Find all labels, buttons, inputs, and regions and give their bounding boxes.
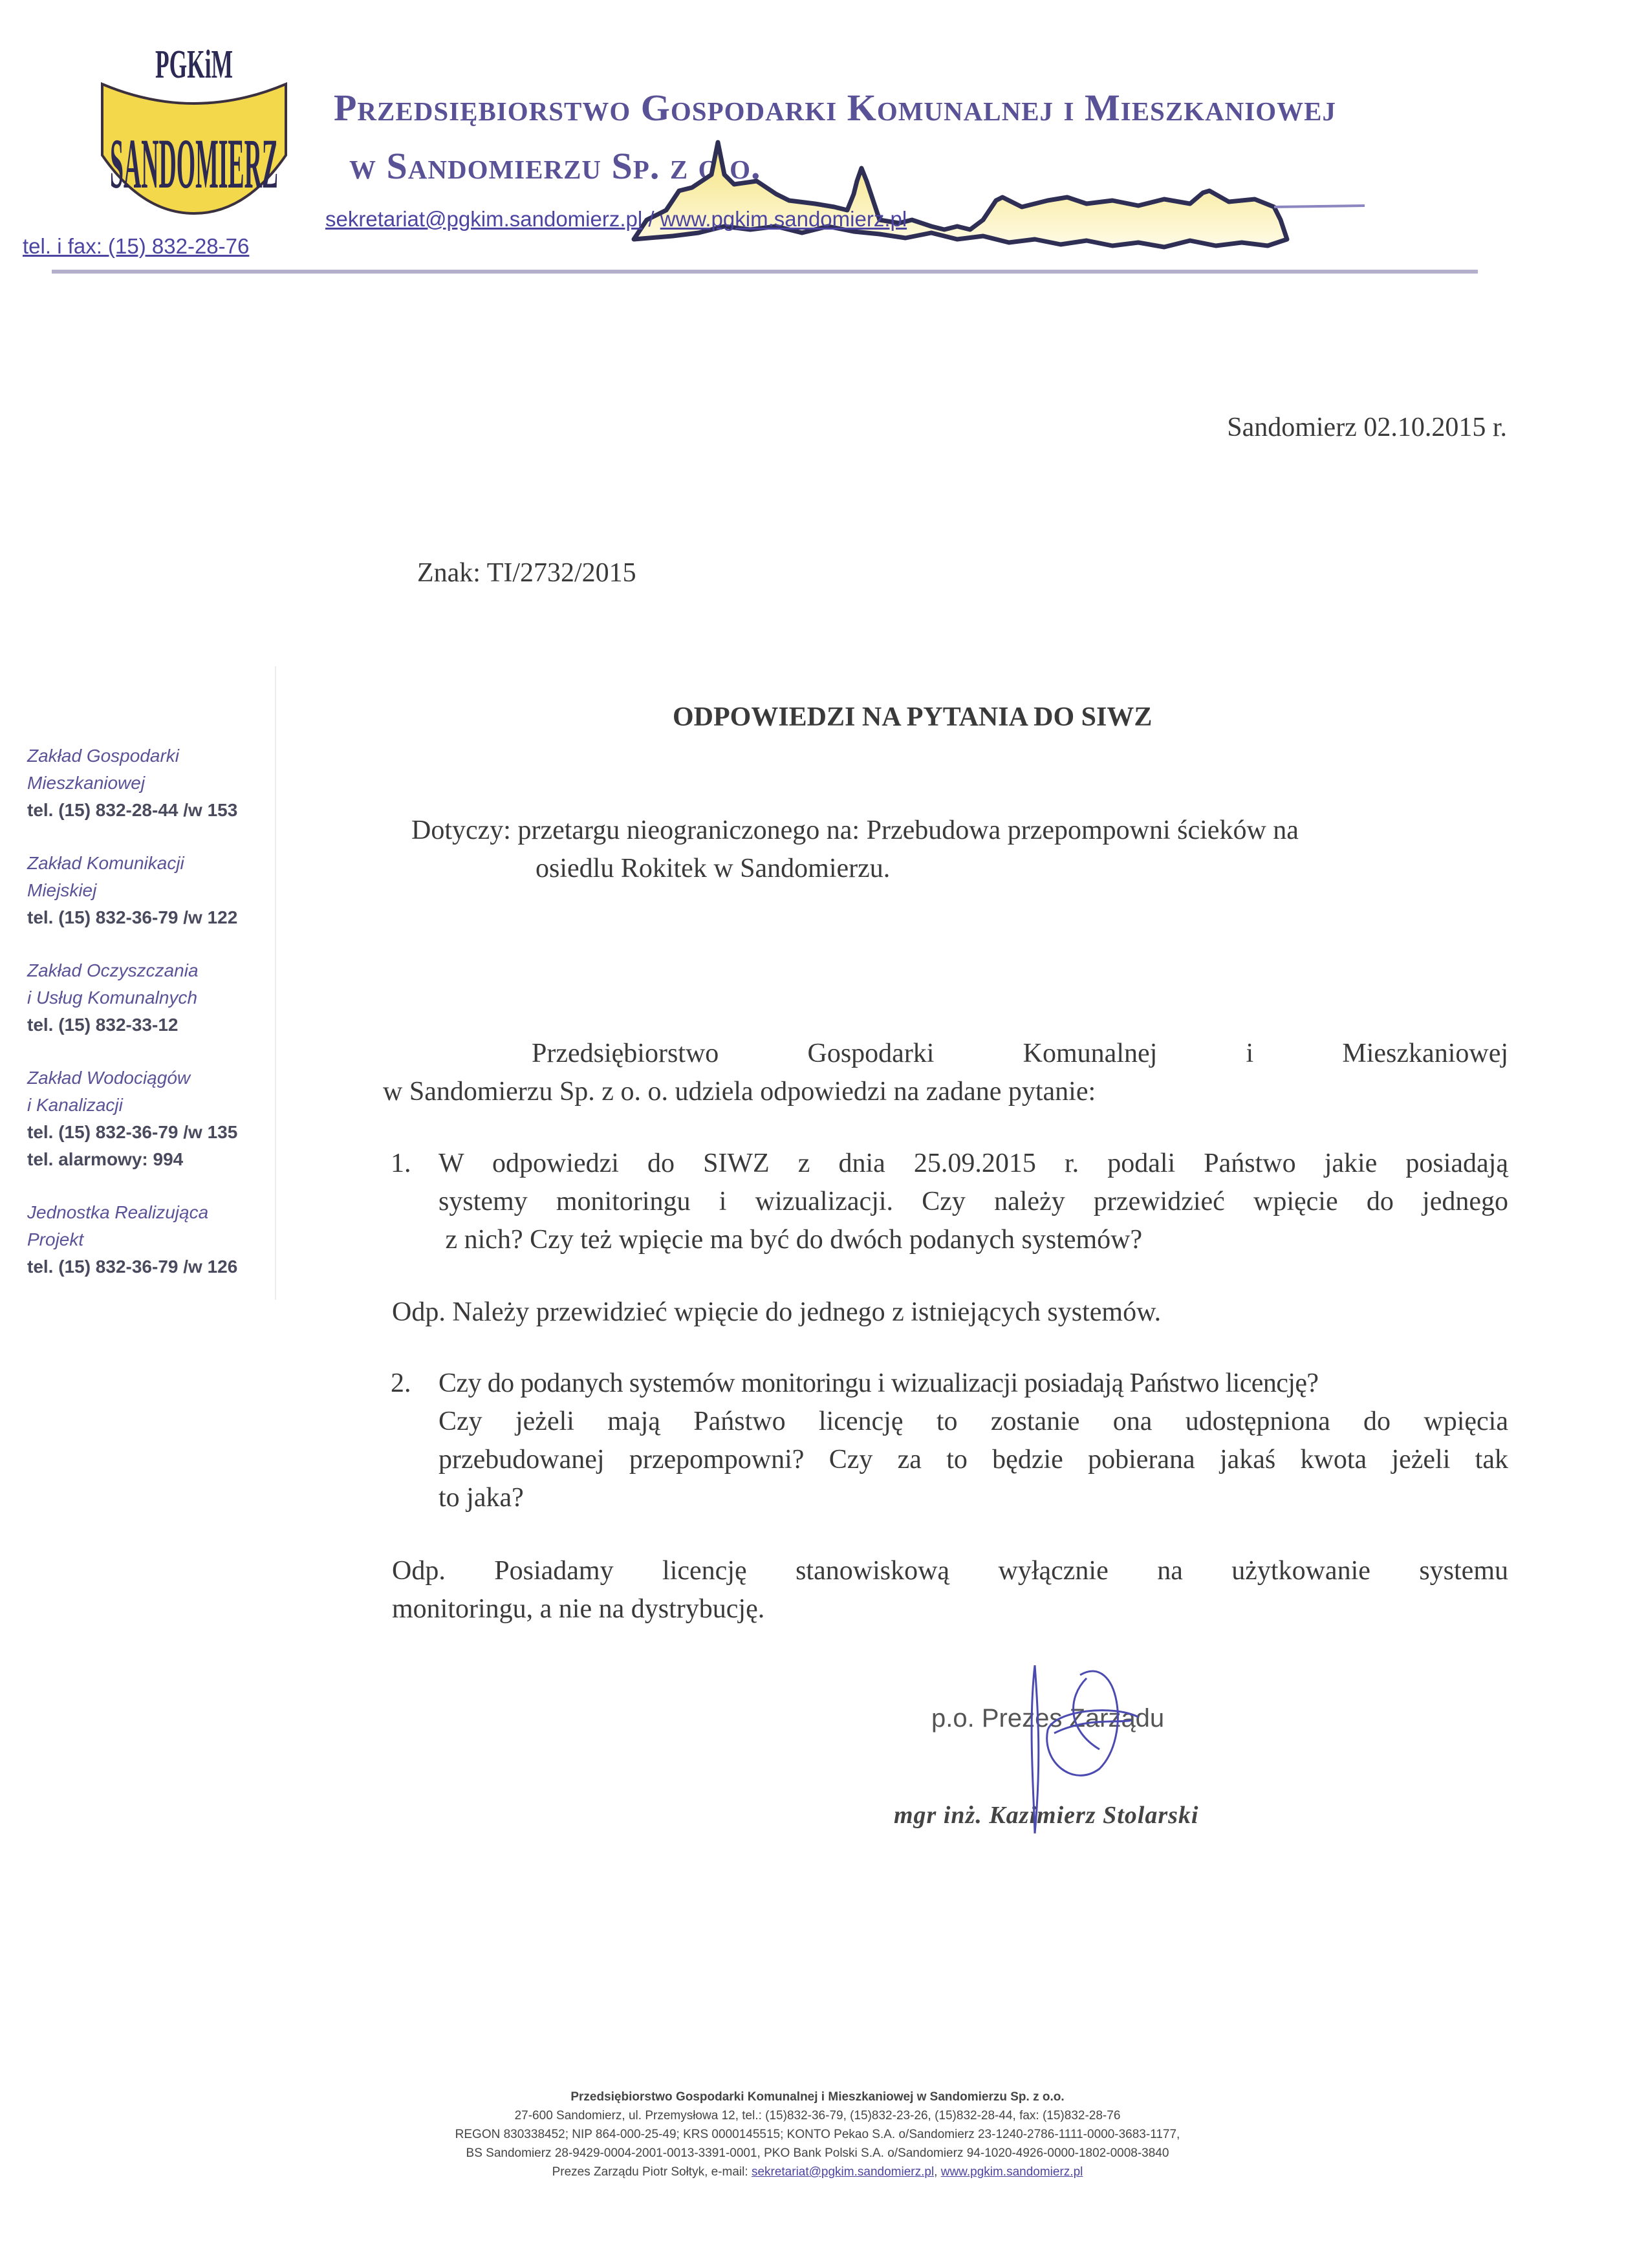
footer — [323, 2088, 1312, 2181]
department-phone: tel. (15) 832-33-12 — [27, 1015, 179, 1035]
department-name: Jednostka Realizująca — [27, 1202, 209, 1222]
link-separator: / — [642, 207, 660, 231]
question-line: Czy do podanych systemów monitoringu i wizualizacji posiadają Państwo licencję? — [439, 1368, 1319, 1398]
signatory-name: mgr inż. Kazimierz Stolarski — [894, 1802, 1199, 1829]
department-item — [27, 1199, 266, 1280]
department-item — [27, 850, 266, 931]
header-contact-links — [325, 207, 907, 232]
department-alarm-phone: tel. alarmowy: 994 — [27, 1149, 184, 1169]
footer-address: 27-600 Sandomierz, ul. Przemysłowa 12, tel.: (15)832-36-79, (15)832-23-26, (15)832-28-44, fax: (15)832-28-76 — [514, 2109, 1121, 2122]
department-name: i Kanalizacji — [27, 1095, 123, 1115]
footer-email-link[interactable]: sekretariat@pgkim.sandomierz.pl — [751, 2165, 935, 2179]
question-line: to jaka? — [439, 1483, 524, 1513]
footer-contact — [323, 2163, 1312, 2181]
question-line: Czy jeżeli mają Państwo licencję to zostanie ona udostępniona do wpięcia — [439, 1407, 1508, 1436]
question-1 — [391, 1145, 1508, 1259]
intro-line: w Sandomierzu Sp. z o. o. udziela odpowiedzi na zadane pytanie: — [383, 1077, 1096, 1107]
department-name: Zakład Gospodarki — [27, 746, 180, 766]
header-tel-fax: tel. i fax: (15) 832-28-76 — [23, 234, 250, 258]
question-line: przebudowanej przepompowni? Czy za to będzie pobierana jakaś kwota jeżeli tak — [439, 1445, 1508, 1474]
header-divider — [52, 270, 1478, 274]
signatory-title: p.o. Prezes Zarządu — [931, 1704, 1165, 1733]
footer-website-link[interactable]: www.pgkim.sandomierz.pl — [940, 2165, 1083, 2179]
pgkim-logo — [91, 26, 298, 220]
question-line: W odpowiedzi do SIWZ z dnia 25.09.2015 r. podali Państwo jakie posiadają — [439, 1149, 1508, 1178]
question-number: 1. — [391, 1149, 411, 1178]
header-website-link[interactable]: www.pgkim.sandomierz.pl — [660, 207, 907, 231]
department-phone: tel. (15) 832-36-79 /w 135 — [27, 1122, 238, 1142]
footer-bank: BS Sandomierz 28-9429-0004-2001-0013-3391-0001, PKO Bank Polski S.A. o/Sandomierz 94-1020-4926-0000-1802-0008-3840 — [466, 2146, 1169, 2160]
reference-number: Znak: TI/2732/2015 — [417, 558, 636, 588]
answer-line: monitoringu, a nie na dystrybucję. — [392, 1594, 765, 1624]
intro-paragraph — [383, 1035, 1508, 1111]
footer-registry: REGON 830338452; NIP 864-000-25-49; KRS 0000145515; KONTO Pekao S.A. o/Sandomierz 23-1240-2786-1111-0000-3683-1177, — [455, 2128, 1180, 2141]
footer-president: Prezes Zarządu Piotr Sołtyk, e-mail: — [552, 2165, 752, 2179]
department-item — [27, 742, 266, 824]
intro-line: Przedsiębiorstwo Gospodarki Komunalnej i Mieszkaniowej — [532, 1039, 1508, 1068]
question-2 — [391, 1365, 1508, 1517]
department-phone: tel. (15) 832-36-79 /w 122 — [27, 907, 238, 927]
logo-text-shield: SANDOMIERZ — [110, 124, 278, 203]
department-item — [27, 957, 266, 1039]
header-email-link[interactable]: sekretariat@pgkim.sandomierz.pl — [325, 207, 643, 231]
footer-company: Przedsiębiorstwo Gospodarki Komunalnej i Mieszkaniowej w Sandomierzu Sp. z o.o. — [570, 2090, 1065, 2104]
subject-line: osiedlu Rokitek w Sandomierzu. — [536, 854, 891, 883]
department-name: Miejskiej — [27, 880, 97, 900]
sidebar-divider — [275, 666, 276, 1300]
letter-date: Sandomierz 02.10.2015 r. — [1227, 413, 1507, 442]
department-name: i Usług Komunalnych — [27, 988, 198, 1008]
question-line: systemy monitoringu i wizualizacji. Czy należy przewidzieć wpięcie do jednego — [439, 1187, 1508, 1216]
handwritten-signature-icon — [1009, 1659, 1216, 1840]
department-name: Zakład Komunikacji — [27, 853, 184, 873]
subject — [411, 812, 1524, 888]
subject-line: Dotyczy: przetargu nieograniczonego na: Przebudowa przepompowni ścieków na — [411, 815, 1299, 845]
company-name-line1: Przedsiębiorstwo Gospodarki Komunalnej i Mieszkaniowej — [334, 87, 1336, 129]
document-heading: ODPOWIEDZI NA PYTANIA DO SIWZ — [673, 702, 1153, 732]
sidebar-departments — [27, 742, 266, 1306]
footer-comma: , — [934, 2165, 941, 2179]
answer-line: Odp. Posiadamy licencję stanowiskową wyłącznie na użytkowanie systemu — [392, 1556, 1508, 1586]
department-name: Zakład Oczyszczania — [27, 960, 199, 980]
answer-line: Odp. Należy przewidzieć wpięcie do jednego z istniejących systemów. — [392, 1297, 1162, 1327]
answer-1 — [392, 1293, 1508, 1332]
department-name: Mieszkaniowej — [27, 773, 146, 793]
department-item — [27, 1064, 266, 1173]
department-phone: tel. (15) 832-36-79 /w 126 — [27, 1257, 238, 1277]
sandomierz-skyline-icon — [621, 129, 1416, 259]
question-number: 2. — [391, 1368, 411, 1398]
logo-text-top: PGKiM — [155, 43, 233, 87]
department-name: Projekt — [27, 1229, 84, 1249]
department-phone: tel. (15) 832-28-44 /w 153 — [27, 800, 238, 820]
company-name-line2: w Sandomierzu Sp. z o.o. — [349, 145, 761, 187]
question-line: z nich? Czy też wpięcie ma być do dwóch podanych systemów? — [439, 1225, 1143, 1255]
answer-2 — [392, 1552, 1508, 1628]
department-name: Zakład Wodociągów — [27, 1068, 191, 1088]
